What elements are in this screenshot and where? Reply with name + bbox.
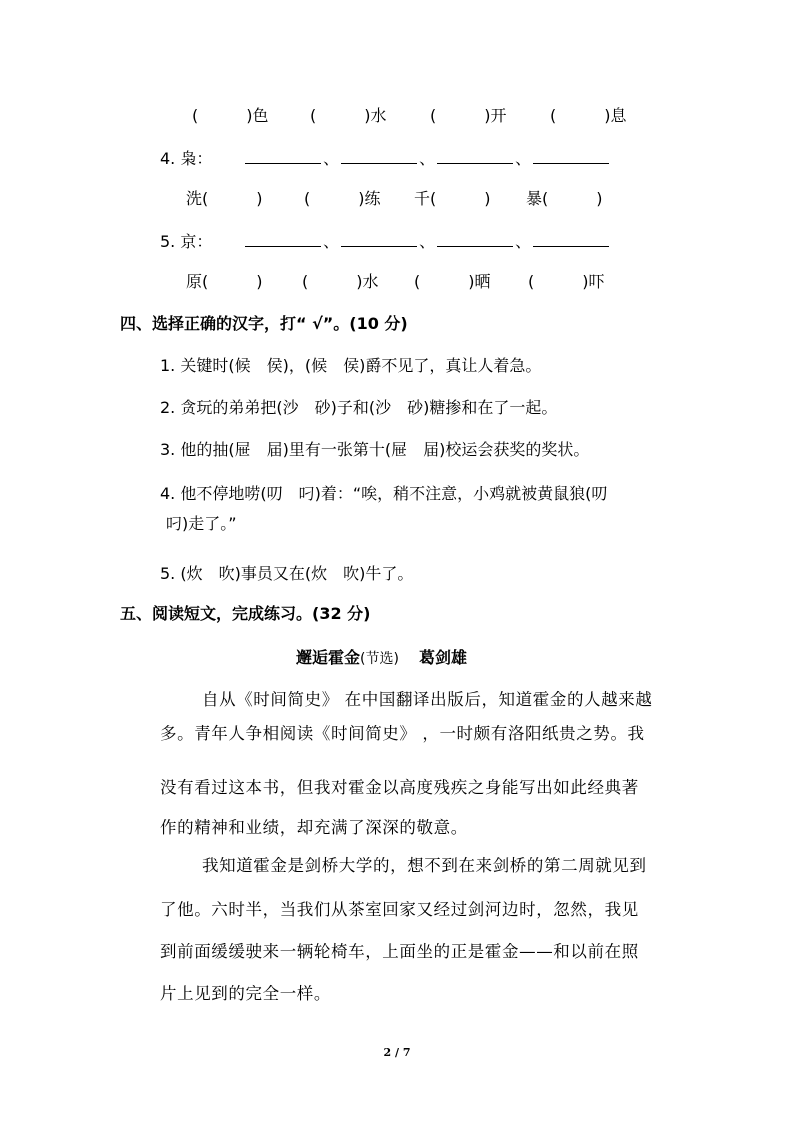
question-label: 4. 枭：: [160, 149, 213, 168]
blank-item[interactable]: 原( ): [186, 272, 263, 291]
article-heading: [296, 648, 467, 669]
question-5: [160, 232, 611, 252]
blank-item[interactable]: 洗( ): [186, 189, 263, 208]
blank-item[interactable]: 千( ): [414, 189, 491, 208]
answer-blank[interactable]: [533, 232, 609, 247]
separator: 、: [323, 149, 340, 168]
separator: 、: [515, 149, 532, 168]
answer-blank[interactable]: [245, 149, 321, 164]
blank-item[interactable]: ( )水: [302, 272, 379, 291]
answer-blank[interactable]: [341, 149, 417, 164]
bracket-row-top: [192, 106, 627, 126]
separator: 、: [419, 149, 436, 168]
paragraph-line: 了他。六时半，当我们从茶室回家又经过剑河边时，忽然，我见: [160, 900, 639, 919]
choice-item-4[interactable]: 4. 他不停地唠(叨 叼)着：“唉，稍不注意，小鸡就被黄鼠狼(叨: [160, 484, 608, 503]
answer-blank[interactable]: [437, 149, 513, 164]
answer-blank[interactable]: [245, 232, 321, 247]
separator: 、: [515, 232, 532, 251]
paragraph-line: 我知道霍金是剑桥大学的，想不到在来剑桥的第二周就见到: [202, 856, 647, 875]
paragraph-line: 没有看过这本书，但我对霍金以高度残疾之身能写出如此经典著: [160, 778, 639, 797]
blank-item[interactable]: ( )开: [430, 106, 507, 125]
blank-item[interactable]: 暴( ): [526, 189, 603, 208]
answer-blank[interactable]: [341, 232, 417, 247]
page-number: 2 / 7: [383, 1046, 411, 1059]
section-5-title: 五、阅读短文，完成练习。(32 分): [120, 604, 371, 623]
question-label: 5. 京：: [160, 232, 213, 251]
answer-blank[interactable]: [533, 149, 609, 164]
choice-item-4-cont[interactable]: 叼)走了。”: [166, 514, 237, 533]
paragraph-line: 作的精神和业绩，却充满了深深的敬意。: [160, 818, 468, 837]
choice-item-3[interactable]: 3. 他的抽(屉 届)里有一张第十(屉 届)校运会获奖的奖状。: [160, 440, 590, 459]
separator: 、: [419, 232, 436, 251]
bracket-row-q5: [186, 272, 605, 292]
paragraph-line: 多。青年人争相阅读《时间简史》 ，一时颇有洛阳纸贵之势。我: [160, 724, 645, 743]
blank-item[interactable]: ( )息: [550, 106, 627, 125]
article-title: 邂逅霍金: [296, 648, 361, 667]
choice-item-5[interactable]: 5. (炊 吹)事员又在(炊 吹)牛了。: [160, 564, 414, 583]
bracket-row-q4: [186, 189, 603, 209]
question-4: [160, 149, 611, 169]
article-note: (节选): [360, 651, 399, 667]
blank-item[interactable]: ( )吓: [528, 272, 605, 291]
choice-item-1[interactable]: 1. 关键时(候 侯)，(候 侯)爵不见了，真让人着急。: [160, 356, 542, 375]
blank-item[interactable]: ( )练: [304, 189, 381, 208]
blank-item[interactable]: ( )色: [192, 106, 269, 125]
paragraph-line: 片上见到的完全一样。: [160, 984, 331, 1003]
answer-blank[interactable]: [437, 232, 513, 247]
blank-item[interactable]: ( )晒: [414, 272, 491, 291]
section-4-title: 四、选择正确的汉字，打“ √”。(10 分): [120, 314, 408, 333]
separator: 、: [323, 232, 340, 251]
article-author: 葛剑雄: [418, 648, 467, 667]
paragraph-line: 到前面缓缓驶来一辆轮椅车，上面坐的正是霍金——和以前在照: [160, 942, 639, 961]
choice-item-2[interactable]: 2. 贪玩的弟弟把(沙 砂)子和(沙 砂)糖掺和在了一起。: [160, 398, 558, 417]
paragraph-line: 自从《时间简史》 在中国翻译出版后，知道霍金的人越来越: [202, 690, 653, 709]
blank-item[interactable]: ( )水: [310, 106, 387, 125]
